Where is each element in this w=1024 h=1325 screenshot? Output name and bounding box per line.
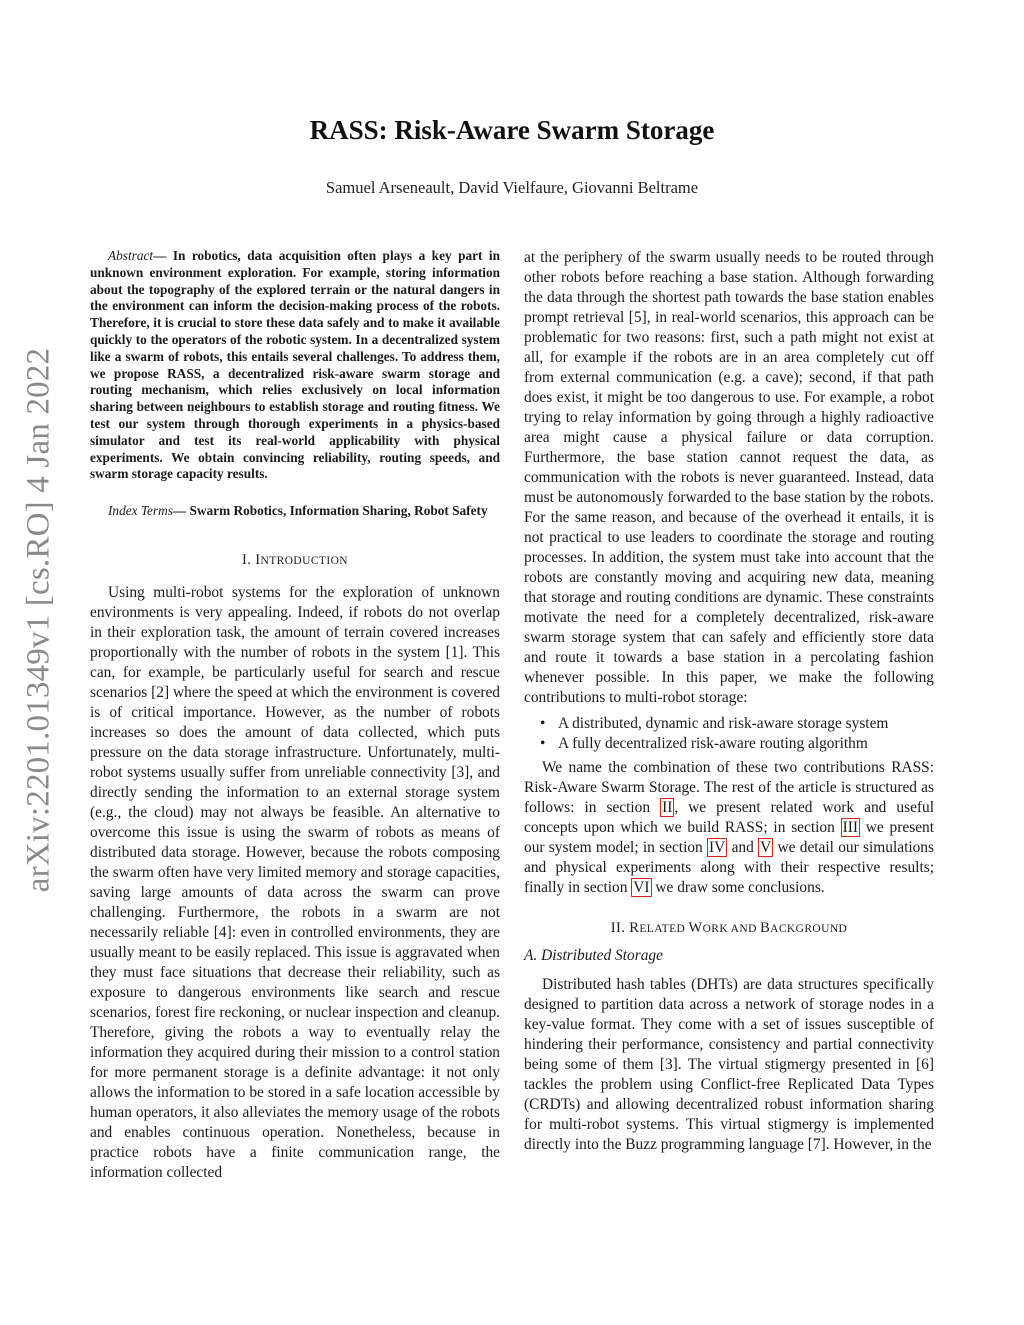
abstract — [90, 248, 500, 483]
section-link-iii[interactable]: III — [842, 819, 858, 836]
paper-authors: Samuel Arseneault, David Vielfaure, Giovanni Beltrame — [325, 178, 699, 197]
heading-rest: ORK AND — [702, 923, 761, 935]
related-paragraph-1: Distributed hash tables (DHTs) are data structures specifically designed to partition data across a network of storage nodes in a key-value format. They come with a set of issues susceptible of hindering their performance, consistency and partial connectivity being some of them [3]. The virtual stigmergy presented in [6] tackles the problem using Conflict-free Replicated Data Types (CRDTs) and allowing decentralized robust information sharing for multi-robot systems. This virtual stigmergy is implemented directly into the Buzz programming language [7]. However, in the — [524, 976, 934, 1153]
index-terms-label: Index Terms — [108, 503, 173, 519]
heading-initial: I — [255, 551, 261, 568]
heading-initial: B — [760, 920, 771, 936]
heading-initial: W — [688, 920, 703, 936]
text-span: we detail our simulations and physical experiments along with their respective results; finally in section — [524, 839, 934, 896]
subsection-heading-distributed-storage: A. Distributed Storage — [524, 947, 663, 964]
text-span: we draw some conclusions. — [651, 879, 825, 896]
index-terms — [90, 503, 500, 520]
intro-paragraph-2 — [524, 758, 934, 898]
index-terms-dash: — — [172, 503, 190, 519]
index-terms-text: Swarm Robotics, Information Sharing, Robot Safety — [189, 503, 488, 519]
abstract-dash: — — [153, 248, 173, 263]
list-item: • A fully decentralized risk-aware routing algorithm — [558, 734, 934, 754]
section-link-iv[interactable]: IV — [709, 839, 726, 856]
left-column — [90, 248, 500, 1183]
section-number: II. — [610, 920, 630, 936]
arxiv-id: arXiv:2201.01349v1 [cs.RO] 4 Jan 2022 — [20, 347, 57, 893]
text-span: , we present related work and useful concepts upon which we build RASS; in section — [524, 799, 934, 836]
text-span: and — [727, 839, 759, 856]
abstract-label: Abstract — [108, 248, 154, 263]
text-span: We name the combination of these two contributions RASS: Risk-Aware Swarm Storage. The rest of the article is structured as follows: in section — [524, 759, 934, 816]
heading-rest: ACKGROUND — [770, 923, 848, 935]
text-span: we present our system model; in section — [524, 819, 934, 856]
heading-initial: R — [629, 920, 640, 936]
abstract-text: In robotics, data acquisition often plays a key part in unknown environment exploration. For example, storing information about the topography of the explored terrain or the natural dangers in the environment can inform the decision-making process of the robots. Therefore, it is crucial to store these data safely and to make it available quickly to the operators of the robotic system. In a decentralized system like a swarm of robots, this entails several challenges. To address them, we propose RASS, a decentralized risk-aware swarm storage and routing mechanism, which relies exclusively on local information sharing between neighbours to establish storage and routing fitness. We test our system through thorough experiments in a physics-based simulator and test its real-world applicability with physical experiments. We obtain convincing reliability, routing speeds, and swarm storage capacity results. — [90, 248, 500, 482]
intro-paragraph-1: Using multi-robot systems for the exploration of unknown environments is very appealing. Indeed, if robots do not overlap in their exploration task, the amount of terrain covered increases proportionally with the number of robots in the system [1]. This can, for example, be particularly useful for search and rescue scenarios [2] where the speed at which the environment is covered is of critical importance. However, as the number of robots increases so does the amount of data collected, which puts pressure on the data storage infrastructure. Unfortunately, multi-robot systems usually suffer from unreliable connectivity [3], and directly sending the information to an external storage system (e.g., the cloud) may not always be feasible. An alternative to overcome this issue is using the swarm of robots as means of distributed data storage. However, because the robots composing the swarm often have very limited memory and storage capacities, saving large amounts of data across the swarm can prove challenging. Furthermore, the robots in a swarm are not necessarily reliable [4]: even in controlled environments, they are usually meant to be easily replaced. This issue is aggravated when they must face situations that decrease their reliability, such as exposure to dangerous environments like search and rescue scenarios, forest fire reckoning, or nuclear inspection and cleanup. Therefore, giving the robots a way to eventually relay the information they acquired during their mission to a control station for more permanent storage is a definite advantage: it not only allows the information to be stored in a safe location accessible by human operators, it also alleviates the memory usage of the robots and enables continuous operation. Nonetheless, because in practice robots have a finite communication range, the information collected — [90, 583, 500, 1181]
section-heading-introduction — [90, 552, 500, 569]
section-link-v[interactable]: V — [760, 839, 772, 856]
right-column — [524, 248, 934, 1155]
list-item: • A distributed, dynamic and risk-aware storage system — [558, 714, 934, 734]
paper-title: RASS: Risk-Aware Swarm Storage — [309, 115, 715, 145]
heading-rest: ELATED — [639, 923, 689, 935]
section-link-ii[interactable]: II — [662, 799, 673, 816]
heading-rest: NTRODUCTION — [260, 554, 348, 567]
intro-paragraph-1-continued: at the periphery of the swarm usually needs to be routed through other robots before reaching a base station. Although forwarding the data through the shortest path towards the base station enables prompt retrieval [5], in real-world scenarios, this approach can be problematic for two reasons: first, such a path might not exist at all, for example if the robots are in an area completely cut off from external communication (e.g. a cave); second, if that path does exist, it might be too dangerous to use. For example, a robot trying to relay information by going through a highly radioactive area might cause a physical failure or data corruption. Furthermore, the base station cannot request the data, as communication with the robots is never guaranteed. Instead, data must be autonomously forwarded to the base station by the robots. For the same reason, and because of the overhead it entails, it is not practical to use leaders to coordinate the storage and routing processes. In addition, the system must take into account that the robots are constantly moving and acquiring new data, meaning that storage and routing conditions are dynamic. These constraints motivate the need for a completely decentralized, risk-aware swarm storage system that can safely and efficiently store data and route it towards a base station in a percolating fashion whenever possible. In this paper, we make the following contributions to multi-robot storage: — [524, 249, 934, 706]
section-link-vi[interactable]: VI — [633, 879, 650, 896]
section-number: I. — [242, 551, 256, 568]
section-heading-related-work — [524, 920, 934, 937]
contributions-list — [524, 714, 934, 754]
